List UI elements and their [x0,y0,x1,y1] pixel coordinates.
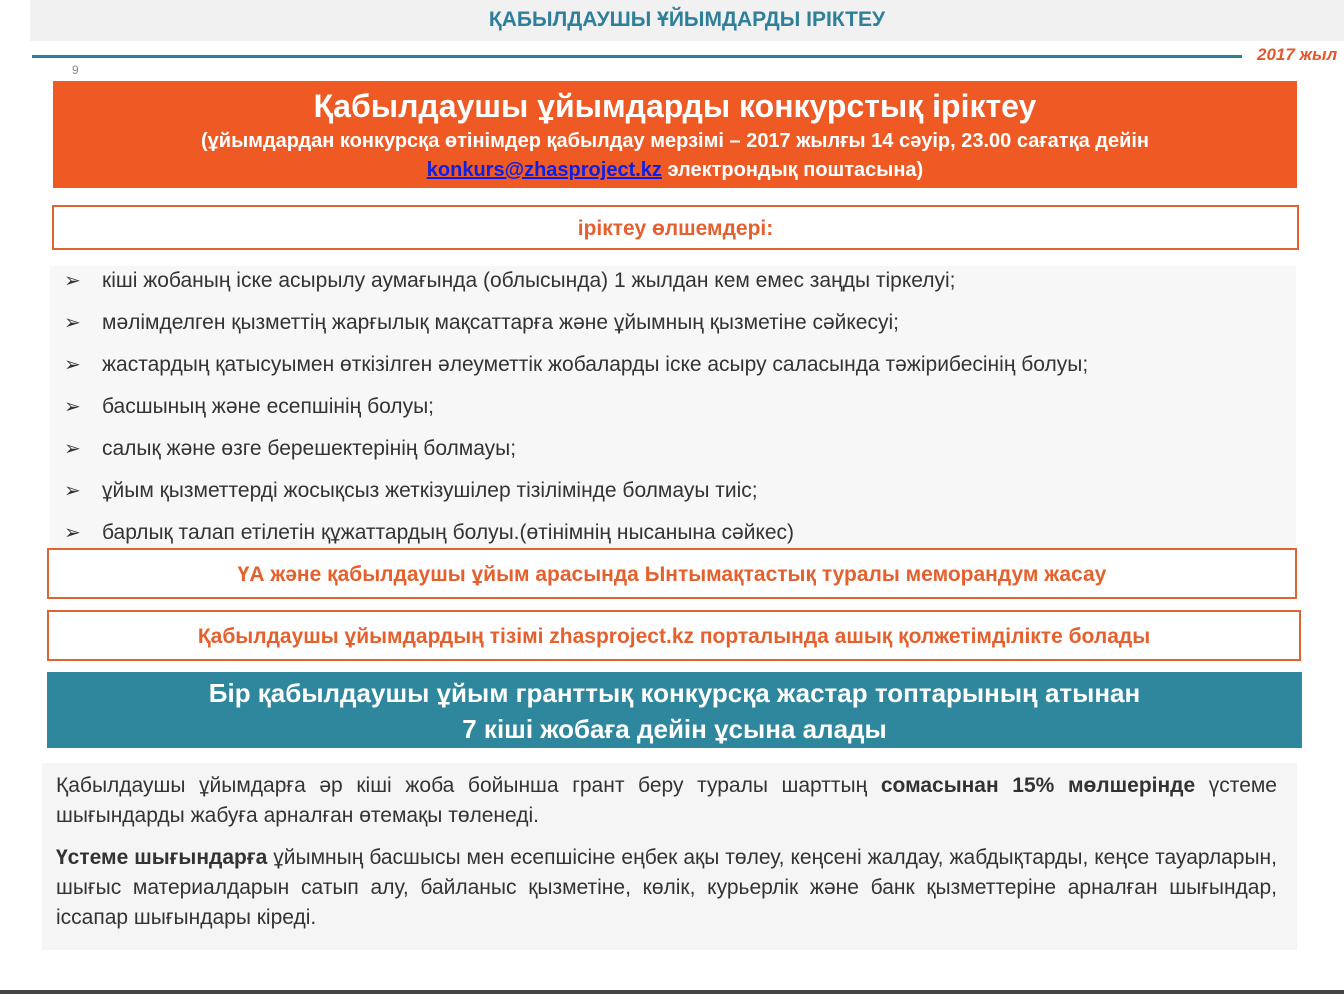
banner-title: Қабылдаушы ұйымдарды конкурстық іріктеу [313,88,1037,124]
list-item [50,350,1296,392]
item-text: кіші жобаның іске асырылу аумағында (облысында) 1 жылдан кем емес заңды тіркелуі; [102,269,956,292]
item-text: салық және өзге берешектерінің болмауы; [102,437,517,460]
text: үстеме шығындарды жабуға арналған өтемақы төленеді. [56,774,1277,827]
compensation-paragraph [56,771,1277,831]
limit-banner [47,672,1302,748]
arrow-bullet-icon: ➢ [64,480,81,502]
overhead-paragraph [56,843,1277,933]
page-number: 9 [72,63,79,77]
arrow-bullet-icon: ➢ [64,354,81,376]
arrow-bullet-icon: ➢ [64,270,81,292]
item-text: жастардың қатысуымен өткізілген әлеуметтік жобаларды іске асыру саласында тәжірибесінің болуы; [102,353,1089,376]
text: Қабылдаушы ұйымдарға әр кіші жоба бойынша грант беру туралы шарттың [56,774,881,797]
banner [53,81,1297,188]
bold-text: Үстеме шығындарға [56,846,268,869]
arrow-bullet-icon: ➢ [64,396,81,418]
arrow-bullet-icon: ➢ [64,312,81,334]
arrow-bullet-icon: ➢ [64,522,81,544]
list-item [50,266,1296,308]
item-text: ұйым қызметтерді жосықсыз жеткізушілер тізілімінде болмауы тиіс; [102,479,758,502]
year-label: 2017 жыл [1257,45,1338,64]
footer-divider [0,990,1344,994]
limit-line-2: 7 кіші жобаға дейін ұсына алады [462,714,887,744]
item-text: мәлімделген қызметтің жарғылық мақсаттарға және ұйымның қызметіне сәйкесуі; [102,311,899,334]
memorandum-box: ҮА және қабылдаушы ұйым арасында Ынтымақтастық туралы меморандум жасау [47,548,1297,599]
bold-text: сомасынан 15% мөлшерінде [880,774,1196,797]
banner-subtitle [53,127,1297,185]
header-divider [32,55,1242,58]
overhead-info [42,763,1297,950]
criteria-heading: іріктеу өлшемдері: [52,205,1299,250]
list-availability-box: Қабылдаушы ұйымдардың тізімі zhasproject.kz порталында ашық қолжетімділікте болады [47,610,1301,661]
page-header-title: ҚАБЫЛДАУШЫ ҰЙЫМДАРДЫ ІРІКТЕУ [30,0,1344,41]
item-text: барлық талап етілетін құжаттардың болуы.(өтінімнің нысанына сәйкес) [102,521,795,544]
item-text: басшының және есепшінің болуы; [102,395,434,418]
list-item [50,434,1296,476]
arrow-bullet-icon: ➢ [64,438,81,460]
text: ұйымның басшысы мен есепшісіне еңбек ақы төлеу, кеңсені жалдау, жабдықтарды, кеңсе тауарларын, шығыс материалдарын сатып алу, байланыс қызметіне, көлік, курьерлік және банк қызметтеріне арналған шығындар, іссапар шығындары кіреді. [56,846,1277,929]
limit-line-1: Бір қабылдаушы ұйым гранттық конкурсқа жастар топтарының атынан [208,678,1141,708]
deadline-text: (ұйымдардан конкурсқа өтінімдер қабылдау мерзімі – 2017 жылғы 14 сәуір, 23.00 сағатқа дейін [200,130,1150,152]
email-link[interactable]: konkurs@zhasproject.kz [426,159,662,181]
list-item [50,392,1296,434]
list-item [50,476,1296,518]
email-suffix: электрондық поштасына) [661,159,924,181]
list-item [50,308,1296,350]
criteria-list [50,266,1296,548]
